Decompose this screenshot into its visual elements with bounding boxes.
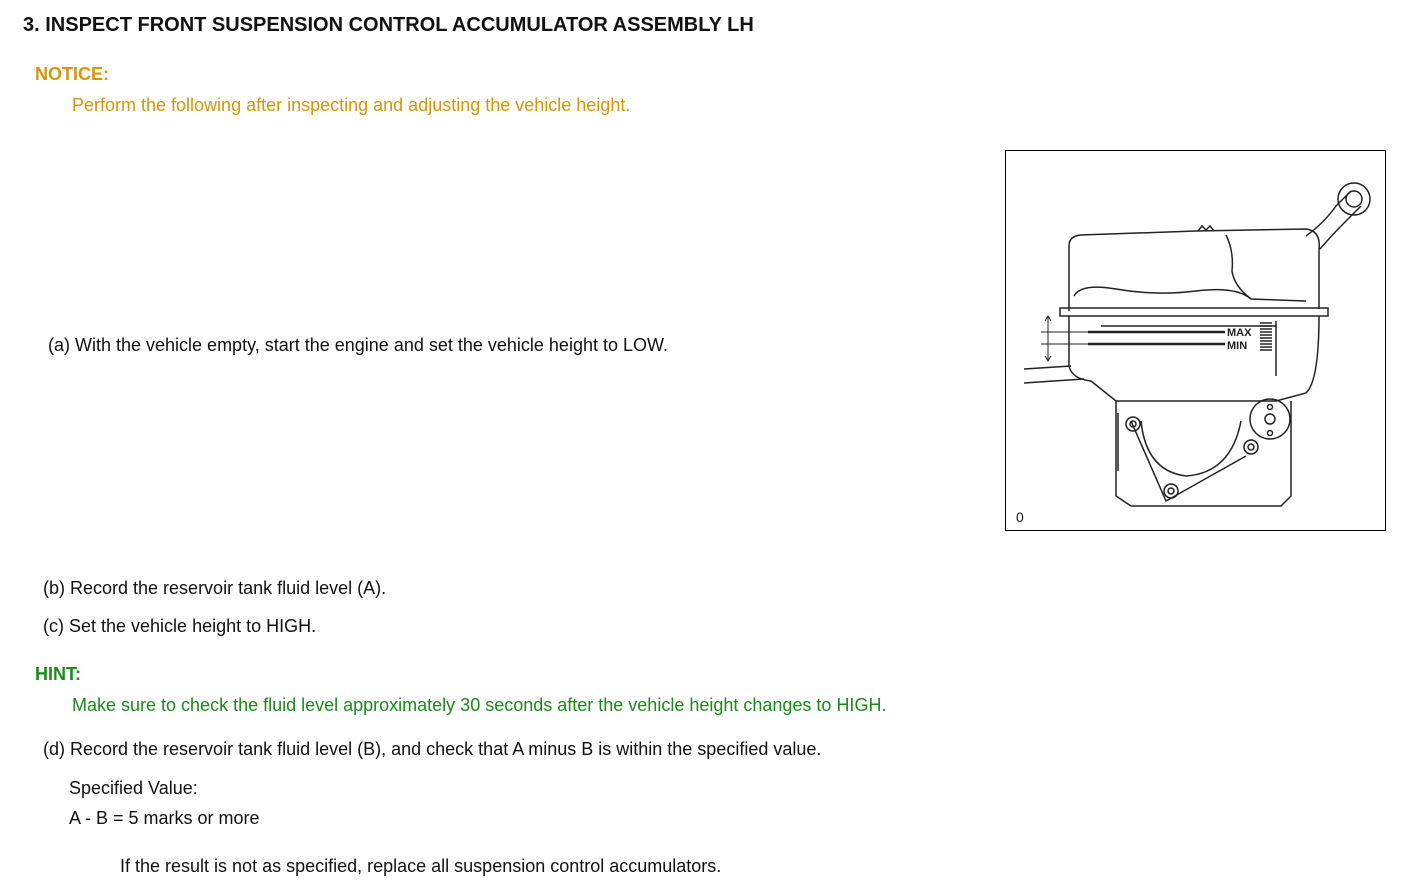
min-mark-label: MIN [1227, 340, 1248, 352]
step-b: (b) Record the reservoir tank fluid level (A). [43, 578, 387, 598]
section-title: 3. INSPECT FRONT SUSPENSION CONTROL ACCUMULATOR ASSEMBLY LH [23, 14, 754, 36]
step-c: (c) Set the vehicle height to HIGH. [43, 616, 317, 636]
result-instruction: If the result is not as specified, replace all suspension control accumulators. [120, 856, 722, 876]
reservoir-tank-illustration [1005, 150, 1386, 531]
specified-value-label: Specified Value: [69, 778, 198, 798]
figure-corner-label: 0 [1016, 509, 1024, 525]
notice-heading: NOTICE: [35, 64, 109, 84]
max-mark-label: MAX [1227, 327, 1252, 339]
hint-text: Make sure to check the fluid level approximately 30 seconds after the vehicle height changes to HIGH. [72, 695, 887, 715]
step-a: (a) With the vehicle empty, start the engine and set the vehicle height to LOW. [48, 335, 668, 355]
hint-heading: HINT: [35, 664, 81, 684]
step-d: (d) Record the reservoir tank fluid level (B), and check that A minus B is within the specified value. [43, 739, 822, 759]
notice-text: Perform the following after inspecting and adjusting the vehicle height. [72, 95, 631, 115]
reservoir-tank-drawing [1006, 151, 1387, 532]
specified-value: A - B = 5 marks or more [69, 808, 260, 828]
